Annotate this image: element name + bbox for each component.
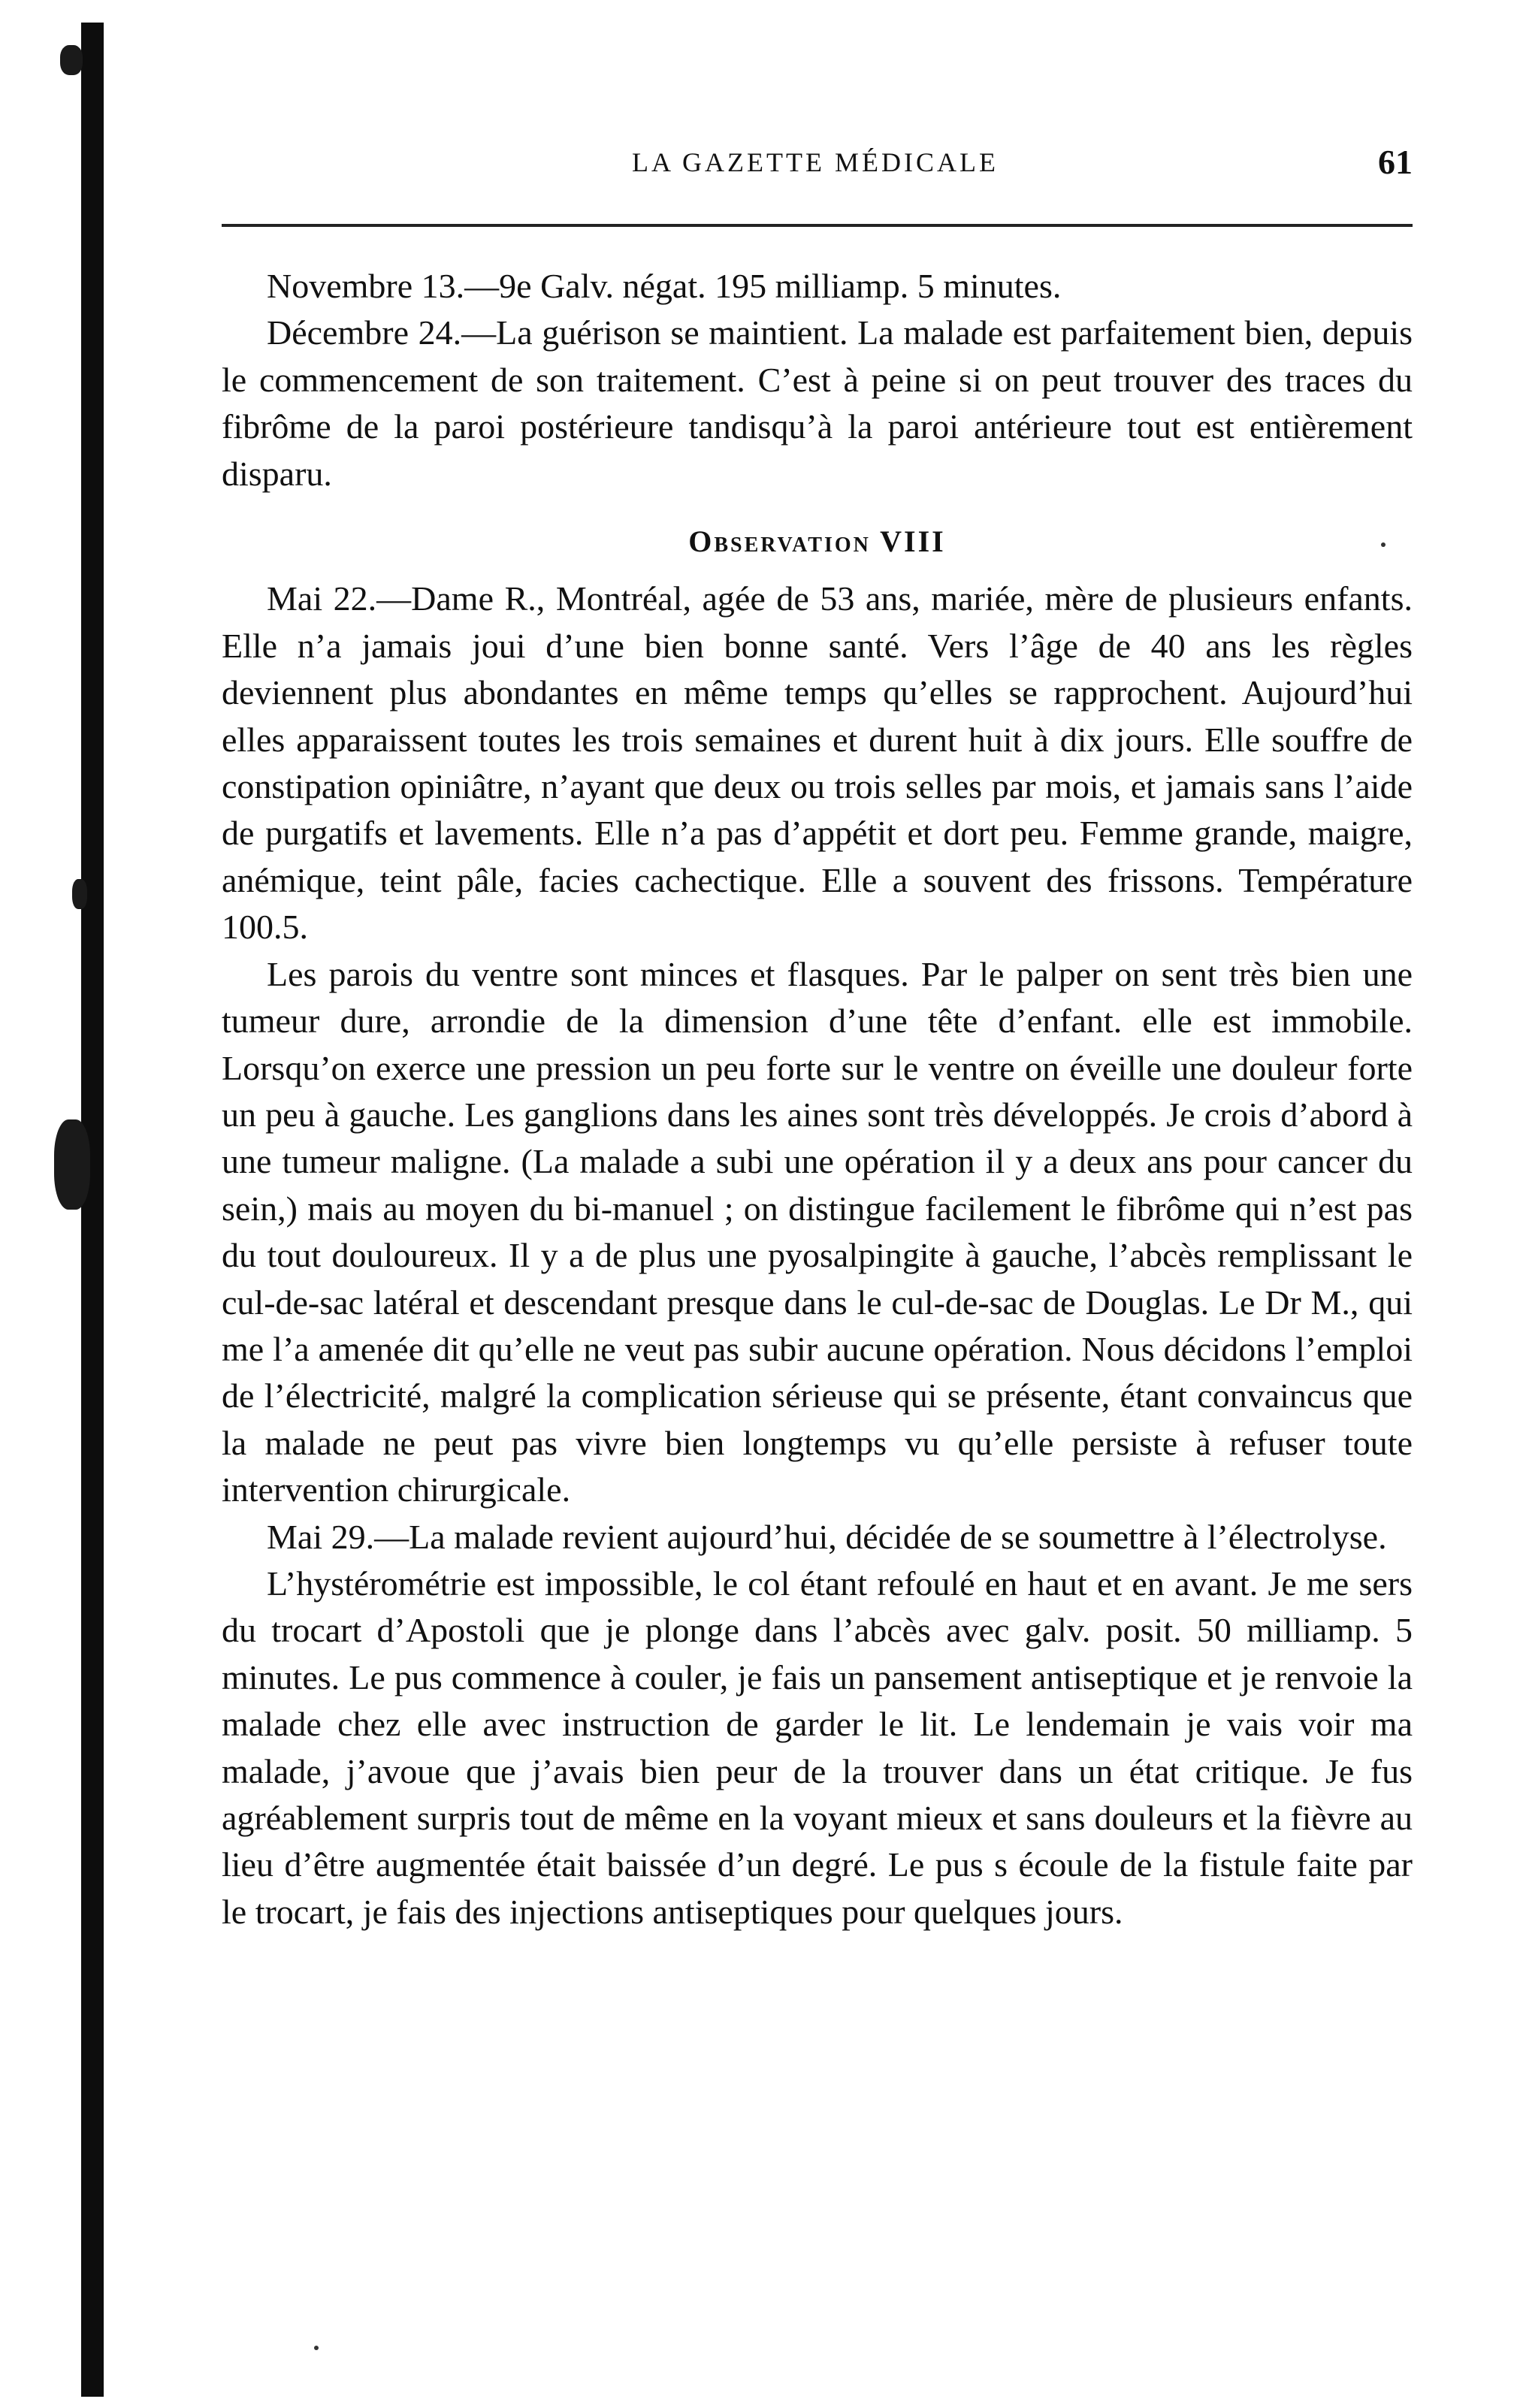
entry-mai-29: Mai 29.—La malade revient aujourd’hui, décidée de se soumettre à l’électrolyse. — [267, 1517, 1387, 1556]
binding-edge — [81, 23, 104, 2397]
entry-mai-22: Mai 22.—Dame R., Montréal, agée de 53 ans, mariée, mère de plusieurs enfants. Elle n’a jamais joui d’une bien bonne santé. Vers l’âge de 40 ans les règles deviennent plus abondantes en même temps qu’elles se rapprochent. Aujourd’hui elles apparaissent toutes les trois semaines et durent huit à dix jours. Elle souffre de constipation opiniâtre, n’ayant que deux ou trois selles par mois, et jamais sans l’aide de purgatifs et lavements. Elle n’a pas d’appétit et dort peu. Femme grande, maigre, anémique, teint pâle, facies cachectique. Elle a souvent des frissons. Température 100.5. — [222, 579, 1413, 947]
page-number: 61 — [1378, 143, 1413, 181]
section-heading: Observation VIII — [688, 524, 946, 559]
binding-stain — [72, 879, 87, 909]
binding-stain — [54, 1119, 90, 1210]
examination-paragraph: Les parois du ventre sont minces et flasques. Par le palper on sent très bien une tumeur dure, arrondie de la dimension d’une tête d’enfant. elle est immobile. Lorsqu’on exerce une pression un peu forte sur le ventre on éveille une douleur forte un peu à gauche. Les ganglions dans les aines sont très développés. Je crois d’abord à une tumeur maligne. (La malade a subi une opération il y a deux ans pour cancer du sein,) mais au moyen du bi-manuel ; on distingue facilement le fibrôme qui n’est pas du tout douloureux. Il y a de plus une pyosalpingite à gauche, l’abcès remplissant le cul-de-sac latéral et descendant presque dans le cul-de-sac de Douglas. Le Dr M., qui me l’a amenée dit qu’elle ne veut pas subir aucune opération. Nous décidons l’emploi de l’électricité, malgré la complication sérieuse qui se présente, étant convaincus que la malade ne peut pas vivre bien longtemps vu qu’elle persiste à refuser toute intervention chirurgicale. — [222, 954, 1413, 1509]
header-rule — [222, 224, 1413, 227]
stray-mark — [314, 2346, 319, 2350]
entry-decembre-24: Décembre 24.—La guérison se maintient. La malade est parfaitement bien, depuis le commencement de son traitement. C’est à peine si on peut trouver des traces du fibrôme de la paroi postérieure tandisqu’à la paroi antérieure tout est entièrement disparu. — [222, 313, 1413, 493]
stray-mark — [1381, 542, 1386, 547]
entry-november-13: Novembre 13.—9e Galv. négat. 195 milliamp. 5 minutes. — [267, 267, 1062, 305]
treatment-paragraph: L’hystérométrie est impossible, le col étant refoulé en haut et en avant. Je me sers du trocart d’Apostoli que je plonge dans l’abcès avec galv. posit. 50 milliamp. 5 minutes. Le pus commence à couler, je fais un pansement antiseptique et je renvoie la malade chez elle avec instruction de garder le lit. Le lendemain je vais voir ma malade, j’avoue que j’avais bien peur de la trouver dans un état critique. Je fus agréablement surpris tout de même en la voyant mieux et sans douleurs et la fièvre au lieu d’être augmentée était baissée d’un degré. Le pus s écoule de la fistule faite par le trocart, je fais des injections antiseptiques pour quelques jours. — [222, 1564, 1413, 1931]
binding-stain — [60, 45, 83, 75]
running-head — [218, 143, 1413, 192]
journal-title: LA GAZETTE MÉDICALE — [632, 147, 999, 177]
article-body — [222, 263, 1413, 1935]
